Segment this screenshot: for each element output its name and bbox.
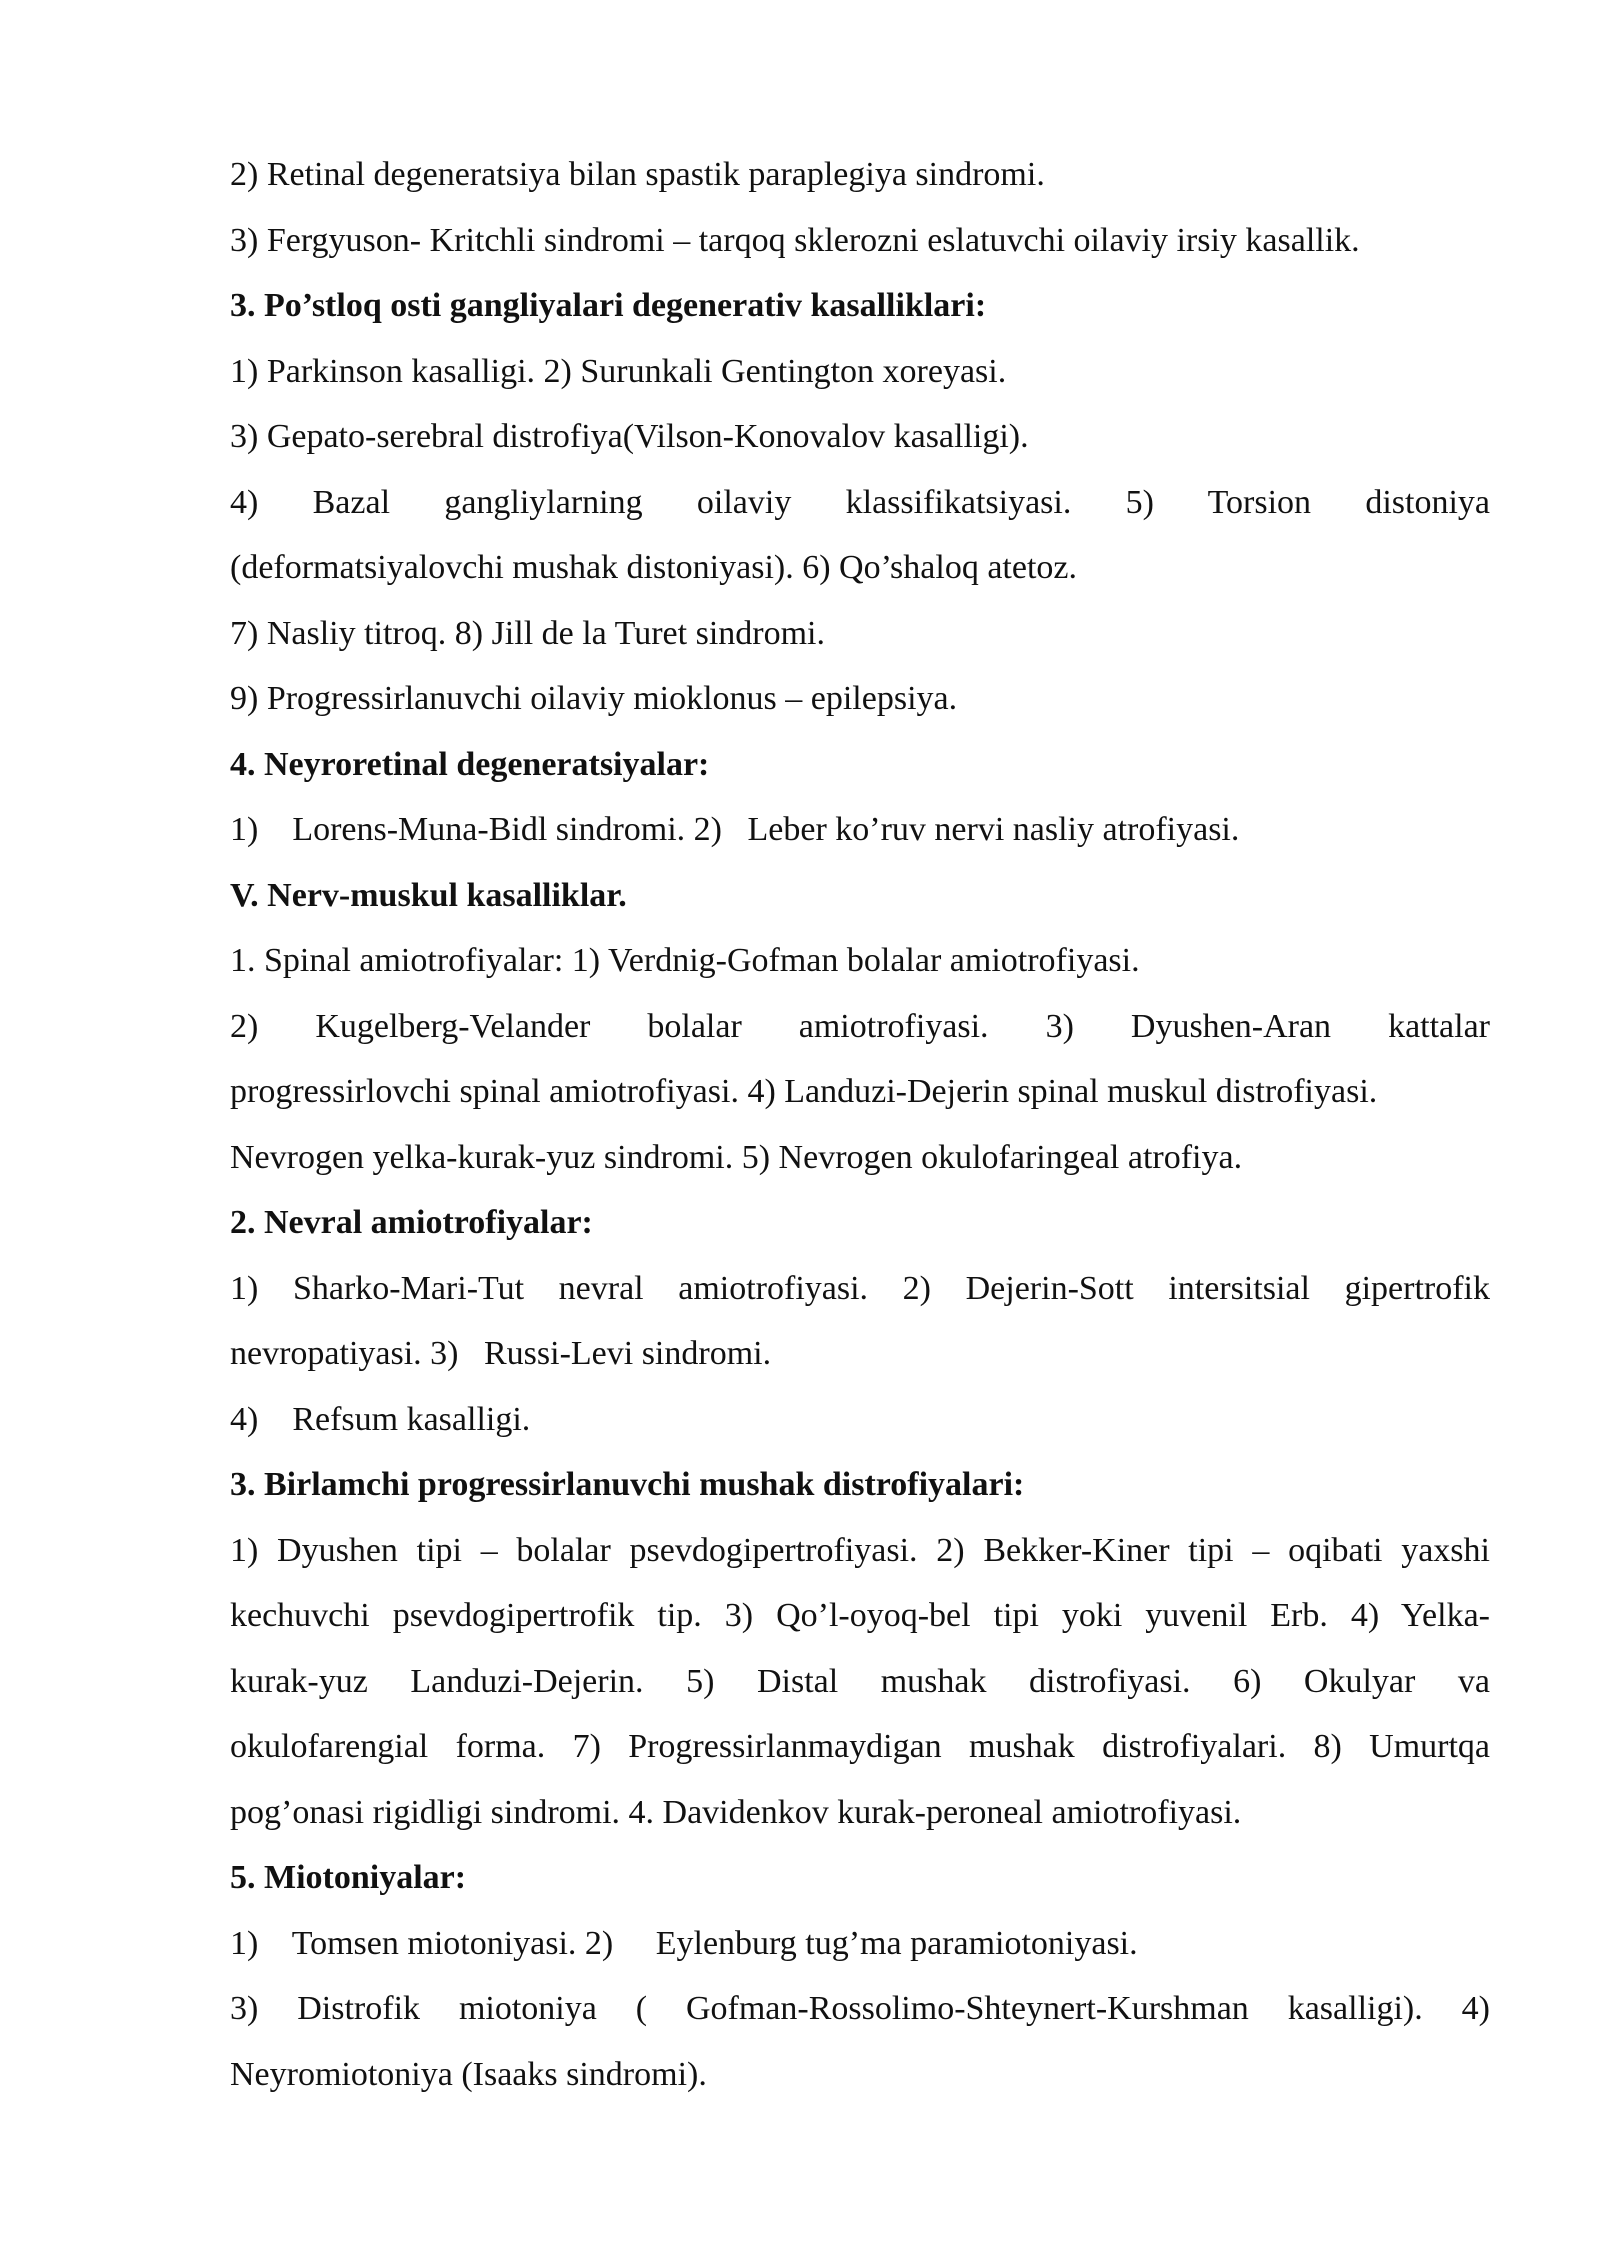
list-item: 1) Sharko-Mari-Tut nevral amiotrofiyasi. 2) Dejerin-Sott intersitsial gipertrofik bbox=[230, 1269, 1490, 1307]
list-item: kurak-yuz Landuzi-Dejerin. 5) Distal mushak distrofiyasi. 6) Okulyar va bbox=[230, 1662, 1490, 1700]
list-item: Nevrogen yelka-kurak-yuz sindromi. 5) Nevrogen okulofaringeal atrofiya. bbox=[230, 1138, 1243, 1176]
list-item: 7) Nasliy titroq. 8) Jill de la Turet sindromi. bbox=[230, 614, 825, 652]
section-heading: V. Nerv-muskul kasalliklar. bbox=[230, 876, 627, 914]
list-item: Neyromiotoniya (Isaaks sindromi). bbox=[230, 2055, 707, 2093]
list-item: okulofarengial forma. 7) Progressirlanmaydigan mushak distrofiyalari. 8) Umurtqa bbox=[230, 1728, 1490, 1765]
section-heading: 3. Po’stloq osti gangliyalari degenerativ kasalliklari: bbox=[230, 287, 987, 324]
list-item: 2) Kugelberg-Velander bolalar amiotrofiyasi. 3) Dyushen-Aran kattalar bbox=[230, 1007, 1490, 1045]
list-item: (deformatsiyalovchi mushak distoniyasi). 6) Qo’shaloq atetoz. bbox=[230, 549, 1077, 586]
list-item: 9) Progressirlanuvchi oilaviy mioklonus – epilepsiya. bbox=[230, 680, 958, 717]
list-item: 3) Gepato-serebral distrofiya(Vilson-Konovalov kasalligi). bbox=[230, 418, 1029, 455]
list-item: 2) Retinal degeneratsiya bilan spastik paraplegiya sindromi. bbox=[230, 156, 1045, 193]
list-item: 3) Distrofik miotoniya ( Gofman-Rossolimo-Shteynert-Kurshman kasalligi). 4) bbox=[230, 1990, 1490, 2027]
list-item: 4) Bazal gangliylarning oilaviy klassifikatsiyasi. 5) Torsion distoniya bbox=[230, 483, 1490, 521]
list-item: 1) Dyushen tipi – bolalar psevdogipertrofiyasi. 2) Bekker-Kiner tipi – oqibati yaxshi bbox=[230, 1531, 1490, 1569]
list-item: kechuvchi psevdogipertrofik tip. 3) Qo’l-oyoq-bel tipi yoki yuvenil Erb. 4) Yelka- bbox=[230, 1597, 1490, 1634]
list-item: nevropatiyasi. 3) Russi-Levi sindromi. bbox=[230, 1335, 772, 1372]
list-item: progressirlovchi spinal amiotrofiyasi. 4) Landuzi-Dejerin spinal muskul distrofiyasi. bbox=[230, 1073, 1378, 1110]
list-item: 1) Lorens-Muna-Bidl sindromi. 2) Leber ko’ruv nervi nasliy atrofiyasi. bbox=[230, 811, 1240, 848]
section-heading: 4. Neyroretinal degeneratsiyalar: bbox=[230, 745, 710, 783]
section-heading: 3. Birlamchi progressirlanuvchi mushak distrofiyalari: bbox=[230, 1466, 1025, 1503]
list-item: 1. Spinal amiotrofiyalar: 1) Verdnig-Gofman bolalar amiotrofiyasi. bbox=[230, 942, 1140, 979]
section-heading: 2. Nevral amiotrofiyalar: bbox=[230, 1204, 593, 1241]
section-heading: 5. Miotoniyalar: bbox=[230, 1859, 467, 1896]
list-item: 4) Refsum kasalligi. bbox=[230, 1400, 531, 1438]
list-item: pog’onasi rigidligi sindromi. 4. Davidenkov kurak-peroneal amiotrofiyasi. bbox=[230, 1793, 1242, 1831]
list-item: 1) Parkinson kasalligi. 2) Surunkali Gentington xoreyasi. bbox=[230, 352, 1007, 390]
list-item: 3) Fergyuson- Kritchli sindromi – tarqoq sklerozni eslatuvchi oilaviy irsiy kasallik. bbox=[230, 221, 1360, 259]
list-item: 1) Tomsen miotoniyasi. 2) Eylenburg tug’ma paramiotoniyasi. bbox=[230, 1924, 1138, 1962]
document-page bbox=[230, 142, 1490, 2107]
